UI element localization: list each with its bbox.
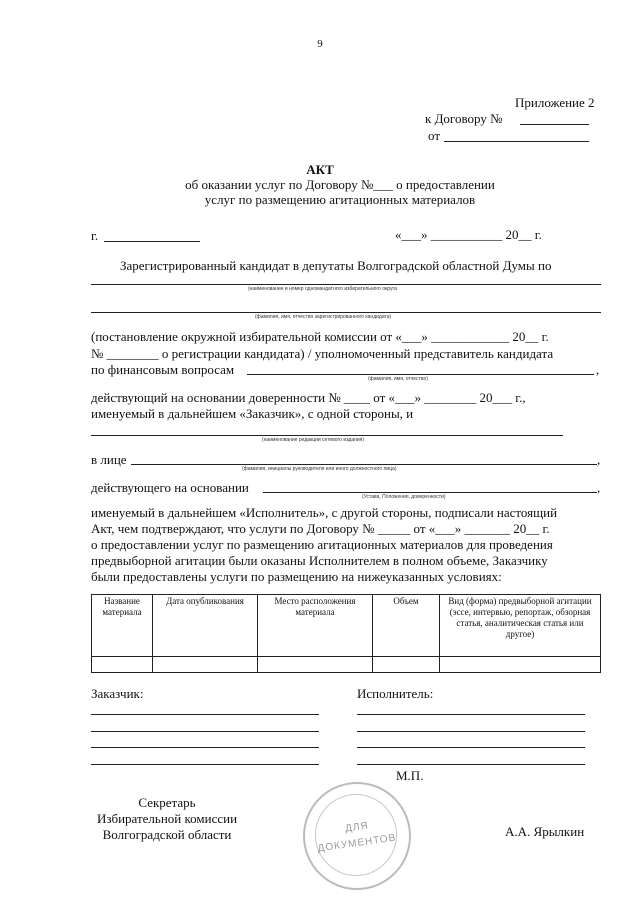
appendix-date-line [444,141,589,142]
table-header-cell: Объем [373,595,440,657]
stamp-text-1: ДЛЯ [344,820,370,835]
table-header-cell: Название материала [92,595,153,657]
act-date: «___» ___________ 20__ г. [395,227,542,242]
executor-line-4: предвыборной агитации были оказаны Исполнителем в полном объеме, Заказчику [91,553,548,568]
table-cell [258,657,373,673]
district-hint: (наименование и номер одномандатного избирательного округа [248,286,398,292]
comma: , [597,480,601,495]
services-table [91,594,601,673]
district-line [91,284,601,285]
customer-designation: именуемый в дальнейшем «Заказчик», с одной стороны, и [91,406,414,421]
executor-sign-line-2 [357,731,585,732]
appendix-contract-number-line [520,124,589,125]
acting-on-label: действующего на основании [91,480,249,495]
table-cell [92,657,153,673]
comma: , [596,362,600,377]
candidate-paragraph: Зарегистрированный кандидат в депутаты Волгоградской областной Думы по [120,258,552,273]
executor-sign-line-3 [357,747,585,748]
head-line [131,464,597,465]
table-header-row [92,595,601,657]
representative-hint: (фамилия, имя, отчество) [368,376,428,382]
executor-line-5: были предоставлены услуги по размещению на нижеуказанных условиях: [91,569,502,584]
act-subtitle-1: об оказании услуг по Договору №___ о предоставлении [185,177,495,192]
customer-sign-line-1 [91,714,319,715]
table-cell [440,657,601,673]
registration-line-1: (постановление окружной избирательной комиссии от «___» ____________ 20__ г. [91,329,549,344]
table-row [92,657,601,673]
customer-sign-line-4 [91,764,319,765]
customer-sign-line-3 [91,747,319,748]
candidate-name-line [91,312,601,313]
basis-hint: (Устава, Положения, доверенности) [362,494,446,500]
edition-line [91,435,563,436]
page-number: 9 [317,38,323,50]
basis-line [263,492,597,493]
table-cell [153,657,258,673]
secretary-title: Секретарь [138,795,196,810]
executor-line-2: Акт, чем подтверждают, что услуги по Договору № _____ от «___» _______ 20__ г. [91,521,550,536]
city-prefix: г. [91,228,99,243]
secretary-region: Волгоградской области [102,827,232,842]
comma: , [597,452,601,467]
registration-line-2: № ________ о регистрации кандидата) / уполномоченный представитель кандидата [91,346,554,361]
city-line [104,241,200,242]
appendix-date-label: от [428,128,441,143]
financial-label: по финансовым вопросам [91,362,235,377]
secretary-commission: Избирательной комиссии [96,811,238,826]
representative-line [247,374,594,375]
in-person-label: в лице [91,452,127,467]
seal-label: М.П. [396,768,424,783]
table-header-cell: Дата опубликования [153,595,258,657]
candidate-name-hint: (фамилия, имя, отчество зарегистрированного кандидата) [255,314,392,320]
stamp-text-2: ДОКУМЕНТОВ [317,832,397,855]
executor-label: Исполнитель: [357,686,434,701]
head-hint: (фамилия, инициалы руководителя или иного должностного лица) [242,466,397,472]
appendix-title: Приложение 2 [515,95,595,110]
executor-line-3: о предоставлении услуг по размещению агитационных материалов для проведения [91,537,553,552]
secretary-name: А.А. Ярылкин [505,824,585,839]
stamp-image [303,782,411,890]
executor-sign-line-4 [357,764,585,765]
table-header-cell: Вид (форма) предвыборной агитации (эссе, интервью, репортаж, обзорная статья, аналитическая статья или другое) [440,595,601,657]
act-title: АКТ [306,162,334,177]
appendix-contract-label: к Договору № [425,111,503,126]
customer-label: Заказчик: [91,686,144,701]
power-of-attorney-line: действующий на основании доверенности № ____ от «___» ________ 20___ г., [91,390,526,405]
act-subtitle-2: услуг по размещению агитационных материалов [204,192,476,207]
table-header-cell: Место расположения материала [258,595,373,657]
customer-sign-line-2 [91,731,319,732]
executor-sign-line-1 [357,714,585,715]
executor-line-1: именуемый в дальнейшем «Исполнитель», с другой стороны, подписали настоящий [91,505,558,520]
edition-hint: (наименование редакции сетевого издания) [262,437,365,443]
table-cell [373,657,440,673]
